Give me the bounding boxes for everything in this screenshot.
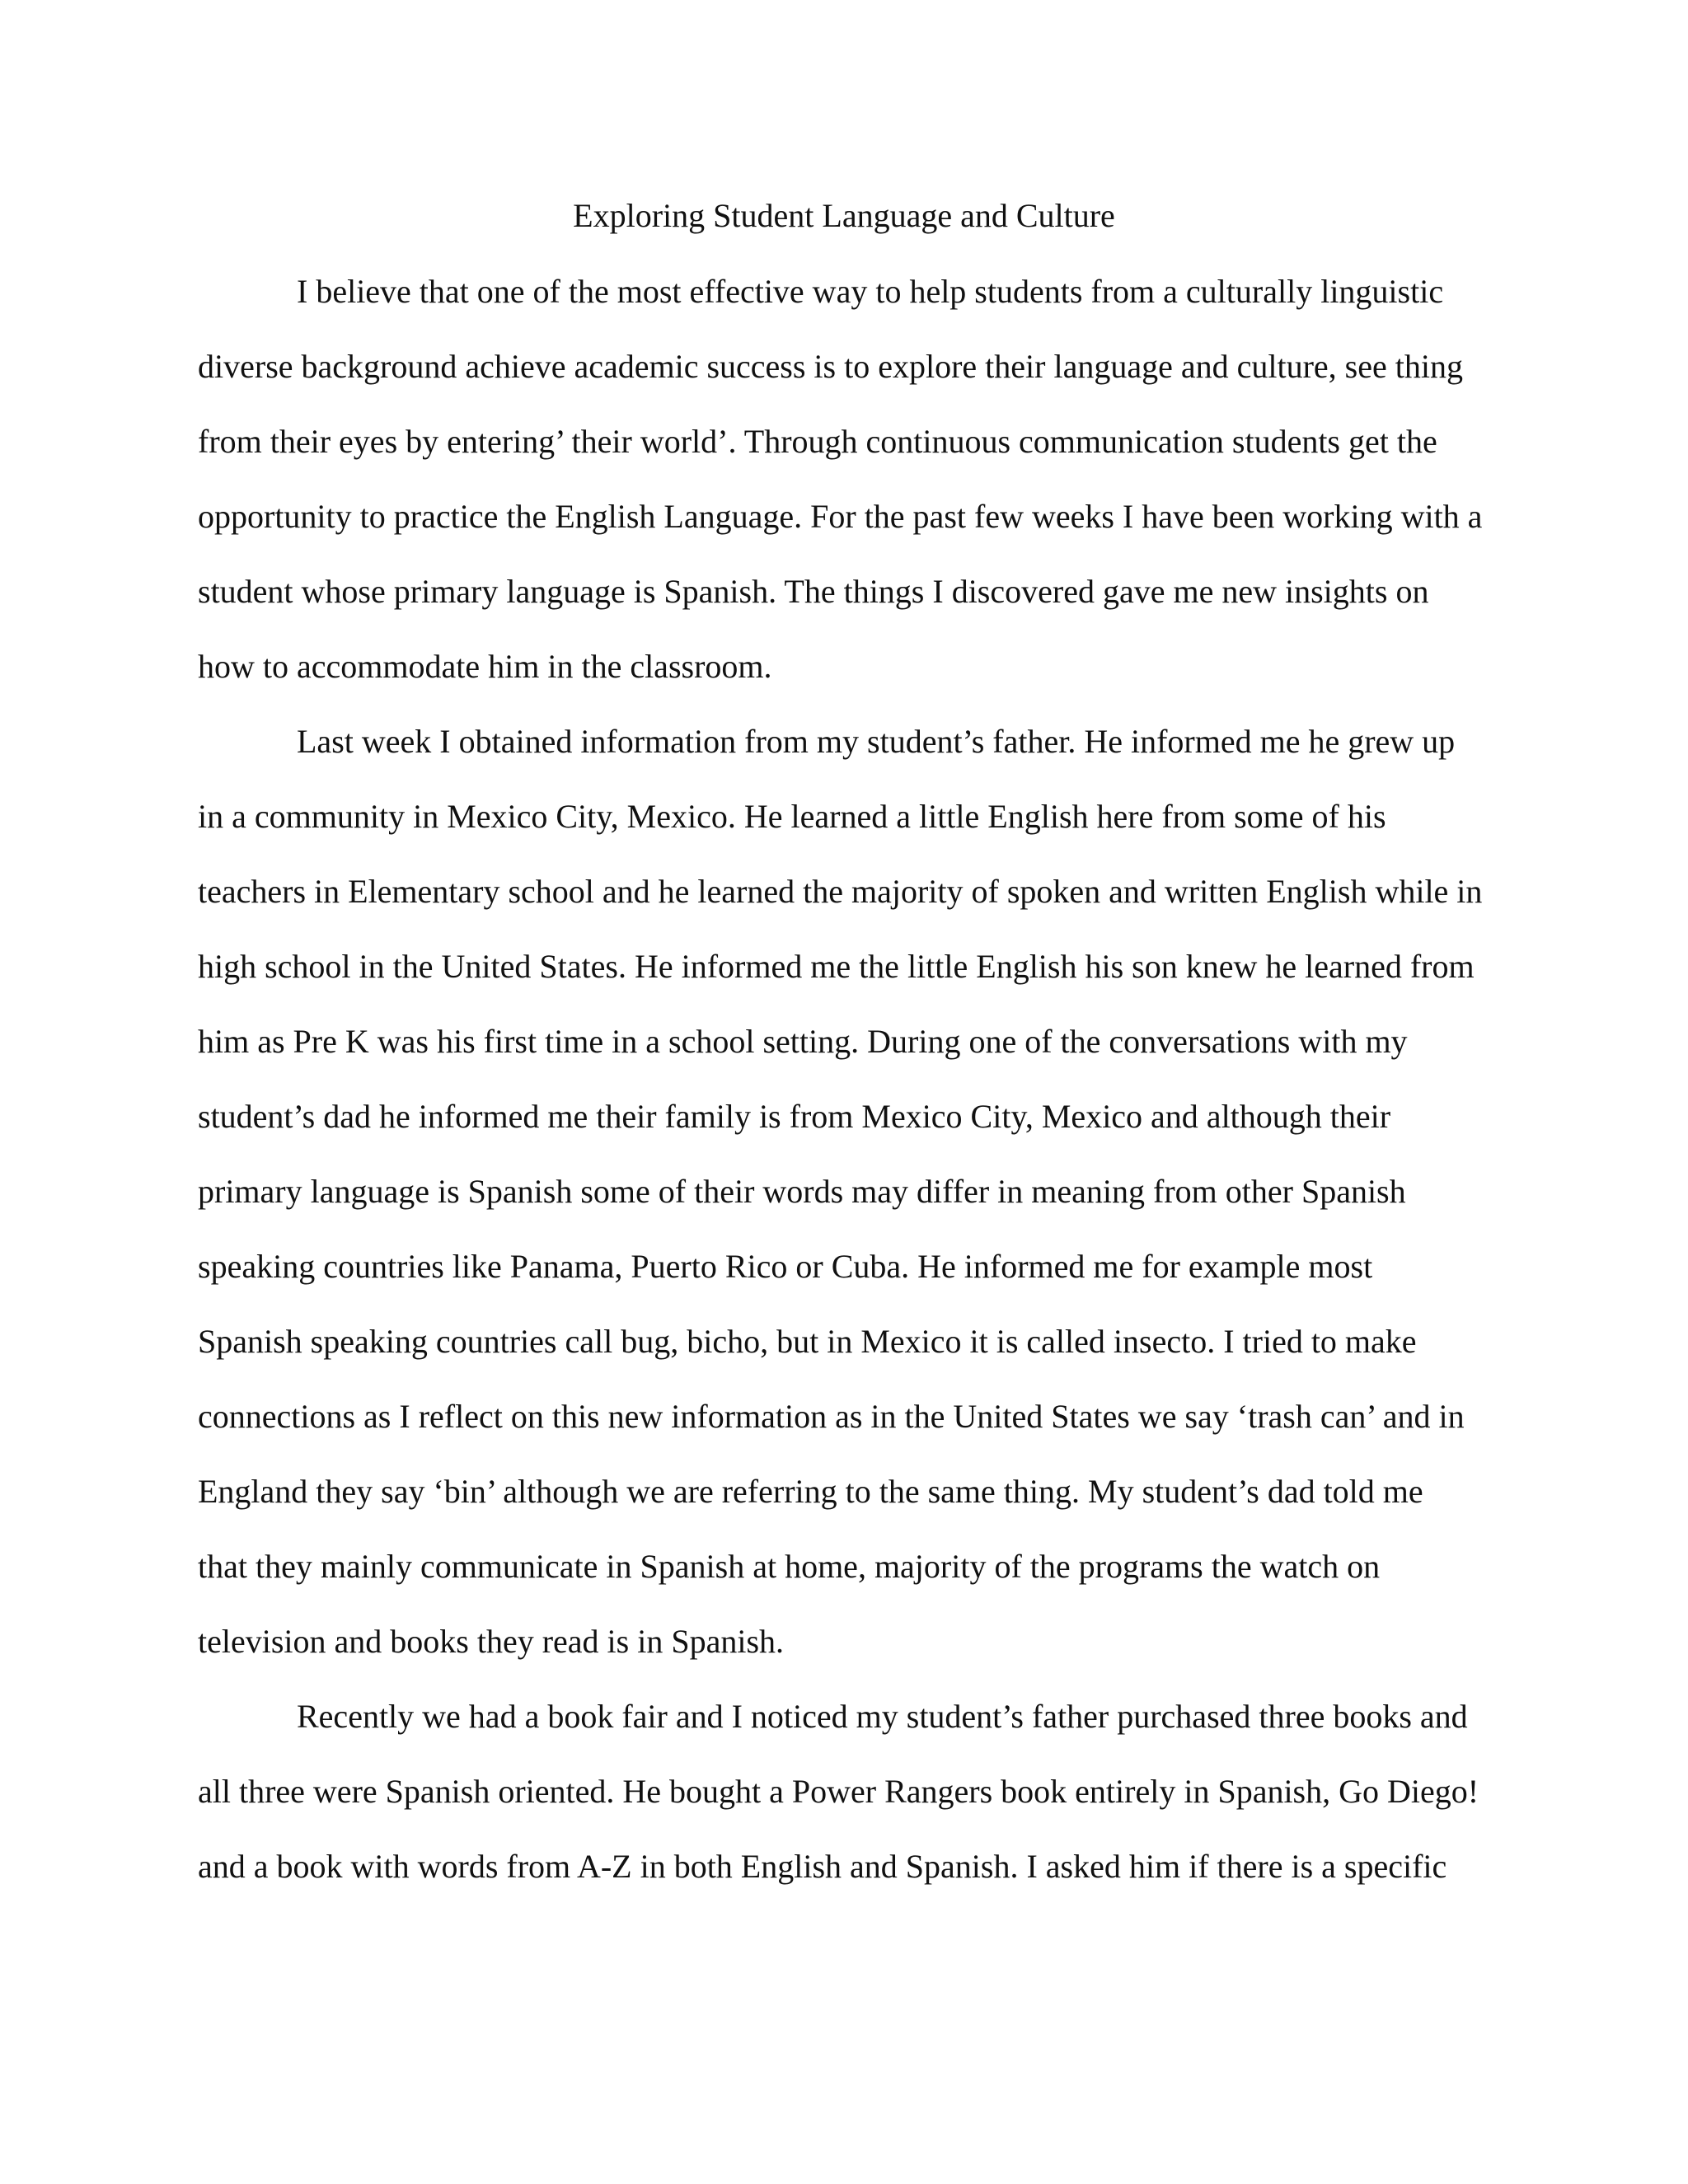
- paragraph-3-line-2: all three were Spanish oriented. He bought a Power Rangers book entirely in Spanish, Go Diego!: [198, 1773, 1479, 1810]
- paragraph-2-line-13: television and books they read is in Spanish.: [198, 1623, 785, 1660]
- paragraph-2-line-2: in a community in Mexico City, Mexico. He learned a little English here from some of his: [198, 798, 1386, 835]
- paragraph-1-line-1: I believe that one of the most effective way to help students from a culturally linguistic: [297, 273, 1444, 310]
- paragraph-1-line-5: student whose primary language is Spanish. The things I discovered gave me new insights on: [198, 573, 1429, 610]
- paragraph-2-line-7: primary language is Spanish some of their words may differ in meaning from other Spanish: [198, 1173, 1406, 1210]
- paragraph-2-line-10: connections as I reflect on this new information as in the United States we say ‘trash can’ and in: [198, 1398, 1465, 1435]
- paragraph-2-line-6: student’s dad he informed me their family is from Mexico City, Mexico and although their: [198, 1098, 1391, 1135]
- paragraph-1-line-3: from their eyes by entering’ their world’. Through continuous communication students get the: [198, 423, 1437, 460]
- paragraph-3-line-1: Recently we had a book fair and I noticed my student’s father purchased three books and: [297, 1698, 1468, 1735]
- paragraph-2-line-12: that they mainly communicate in Spanish at home, majority of the programs the watch on: [198, 1548, 1381, 1585]
- paragraph-2-line-9: Spanish speaking countries call bug, bicho, but in Mexico it is called insecto. I tried to make: [198, 1323, 1417, 1360]
- paragraph-1-line-4: opportunity to practice the English Language. For the past few weeks I have been working with a: [198, 498, 1483, 535]
- paragraph-1-line-2: diverse background achieve academic success is to explore their language and culture, see thing: [198, 348, 1463, 385]
- document-title: Exploring Student Language and Culture: [573, 197, 1115, 234]
- paragraph-2-line-8: speaking countries like Panama, Puerto Rico or Cuba. He informed me for example most: [198, 1248, 1373, 1285]
- paragraph-3-line-3: and a book with words from A-Z in both English and Spanish. I asked him if there is a specific: [198, 1848, 1447, 1885]
- paragraph-2-line-4: high school in the United States. He informed me the little English his son knew he learned from: [198, 948, 1475, 985]
- paragraph-2-line-1: Last week I obtained information from my student’s father. He informed me he grew up: [297, 723, 1456, 760]
- paragraph-2-line-3: teachers in Elementary school and he learned the majority of spoken and written English while in: [198, 873, 1483, 910]
- paragraph-1-line-6: how to accommodate him in the classroom.: [198, 648, 772, 685]
- paragraph-2-line-5: him as Pre K was his first time in a school setting. During one of the conversations with my: [198, 1023, 1408, 1060]
- paragraph-2-line-11: England they say ‘bin’ although we are referring to the same thing. My student’s dad told me: [198, 1473, 1423, 1510]
